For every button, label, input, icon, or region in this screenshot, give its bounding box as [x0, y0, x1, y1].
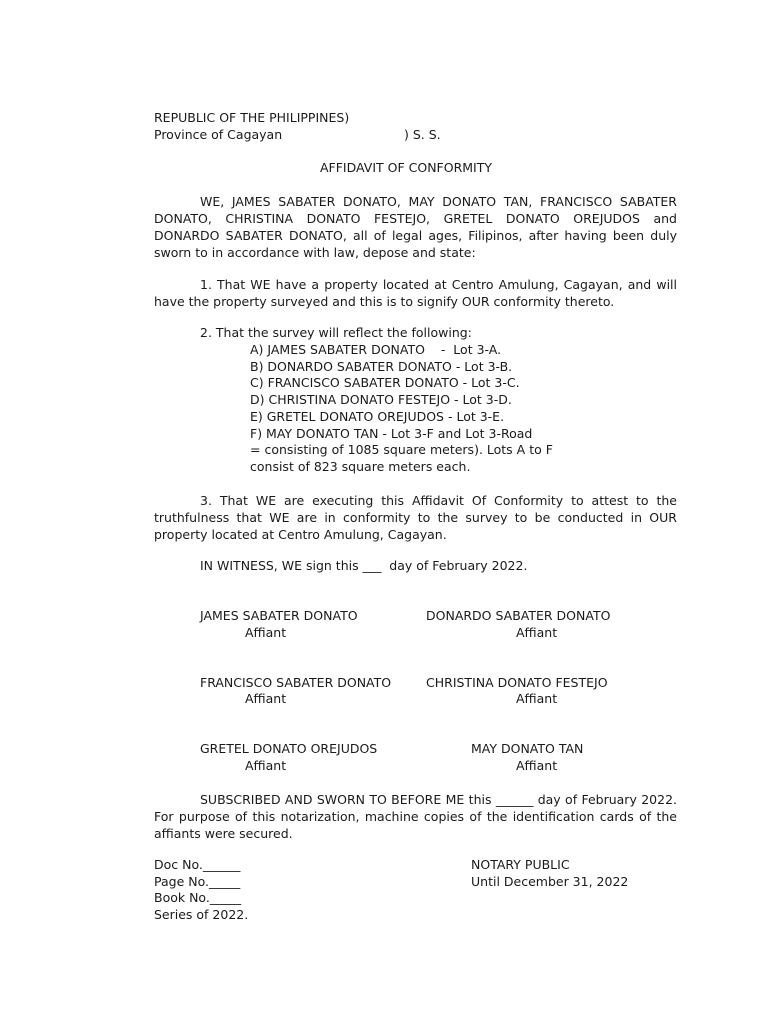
- notary-commission: Until December 31, 2022: [471, 874, 629, 889]
- affiant-name: JAMES SABATER DONATO: [200, 608, 358, 623]
- survey-item: F) MAY DONATO TAN - Lot 3-F and Lot 3-Road: [250, 426, 533, 441]
- survey-item: = consisting of 1085 square meters). Lots A to F: [250, 442, 553, 457]
- affiant-role: Affiant: [516, 691, 558, 706]
- paragraph-1: 1. That WE have a property located at Centro Amulung, Cagayan, and will have the property surveyed and this is to signify OUR conformity thereto.: [154, 277, 677, 309]
- series-year: Series of 2022.: [154, 907, 249, 922]
- survey-item: C) FRANCISCO SABATER DONATO - Lot 3-C.: [250, 375, 520, 390]
- paragraph-3: 3. That WE are executing this Affidavit Of Conformity to attest to the truthfulness that WE are in conformity to the survey to be conducted in OUR property located at Centro Amulung, Cagayan.: [154, 493, 677, 542]
- paragraph-2-intro: 2. That the survey will reflect the following:: [200, 325, 472, 340]
- survey-item: B) DONARDO SABATER DONATO - Lot 3-B.: [250, 359, 513, 374]
- notary-public-label: NOTARY PUBLIC: [471, 857, 570, 872]
- affiant-name: FRANCISCO SABATER DONATO: [200, 675, 392, 690]
- affiant-name: CHRISTINA DONATO FESTEJO: [426, 675, 608, 690]
- survey-item: E) GRETEL DONATO OREJUDOS - Lot 3-E.: [250, 409, 505, 424]
- witness-line: IN WITNESS, WE sign this ___ day of February 2022.: [200, 558, 528, 573]
- affiant-name: MAY DONATO TAN: [471, 741, 584, 756]
- province-line: Province of Cagayan: [154, 127, 283, 142]
- page-number: Page No._____: [154, 874, 241, 889]
- document-title: AFFIDAVIT OF CONFORMITY: [320, 160, 492, 175]
- affiant-role: Affiant: [245, 691, 287, 706]
- affiant-name: DONARDO SABATER DONATO: [426, 608, 611, 623]
- survey-item: consist of 823 square meters each.: [250, 459, 471, 474]
- intro-paragraph: WE, JAMES SABATER DONATO, MAY DONATO TAN, FRANCISCO SABATER DONATO, CHRISTINA DONATO FESTEJO, GRETEL DONATO OREJUDOS and DONARDO SABATER DONATO, all of legal ages, Filipinos, after having been duly sworn to in accordance with law, depose and state:: [154, 194, 677, 260]
- republic-line: REPUBLIC OF THE PHILIPPINES): [154, 110, 350, 125]
- ss-mark: ) S. S.: [404, 127, 441, 142]
- affiant-role: Affiant: [516, 758, 558, 773]
- doc-number: Doc No.______: [154, 857, 241, 872]
- affiant-role: Affiant: [245, 625, 287, 640]
- survey-item: A) JAMES SABATER DONATO - Lot 3-A.: [250, 342, 502, 357]
- survey-item: D) CHRISTINA DONATO FESTEJO - Lot 3-D.: [250, 392, 512, 407]
- affiant-role: Affiant: [516, 625, 558, 640]
- book-number: Book No._____: [154, 890, 242, 905]
- affiant-role: Affiant: [245, 758, 287, 773]
- affiant-name: GRETEL DONATO OREJUDOS: [200, 741, 378, 756]
- subscribed-paragraph: SUBSCRIBED AND SWORN TO BEFORE ME this ______ day of February 2022. For purpose of this notarization, machine copies of the identification cards of the affiants were secured.: [154, 792, 677, 841]
